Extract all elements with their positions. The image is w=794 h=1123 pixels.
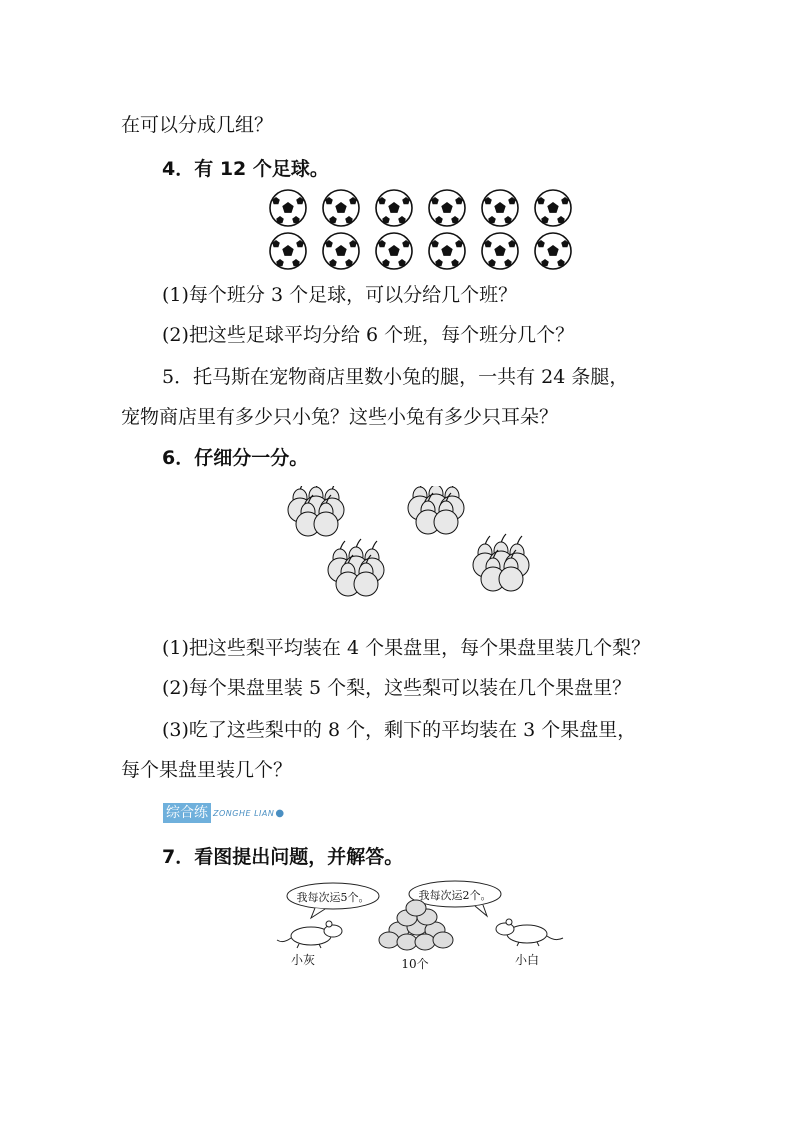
question-7-title: 7．看图提出问题，并解答。 — [162, 846, 404, 868]
footballs-illustration — [266, 188, 576, 272]
football-icon — [535, 190, 571, 226]
label-xiaobai: 小白 — [514, 953, 540, 967]
question-6-part-3-line-2: 每个果盘里装几个？ — [121, 759, 293, 781]
items-pile-icon — [379, 900, 453, 950]
mice-transport-illustration — [275, 880, 567, 972]
text-line-continuation: 在可以分成几组？ — [121, 114, 274, 136]
football-icon — [323, 233, 359, 269]
question-6-part-2: (2)每个果盘里装 5 个梨，这些梨可以装在几个果盘里？ — [162, 677, 632, 699]
football-icon — [376, 190, 412, 226]
speech-text-left: 我每次运5个。 — [296, 891, 370, 904]
pear-group — [408, 486, 464, 534]
question-4-part-2: (2)把这些足球平均分给 6 个班，每个班分几个？ — [162, 324, 575, 346]
football-icon — [270, 190, 306, 226]
question-6-part-3-line-1: (3)吃了这些梨中的 8 个，剩下的平均装在 3 个果盘里， — [162, 719, 637, 741]
question-5-line-2: 宠物商店里有多少只小兔？这些小兔有多少只耳朵？ — [121, 406, 559, 428]
question-6-part-1: (1)把这些梨平均装在 4 个果盘里，每个果盘里装几个梨？ — [162, 637, 651, 659]
pear-group — [288, 486, 344, 536]
mouse-left-icon — [277, 921, 342, 948]
label-ten-items: 10个 — [401, 957, 429, 971]
question-5-line-1: 5．托马斯在宠物商店里数小兔的腿，一共有 24 条腿， — [162, 366, 629, 388]
pears-illustration — [280, 486, 570, 616]
label-xiaohui: 小灰 — [290, 953, 316, 967]
mouse-right-icon — [496, 919, 563, 946]
football-icon — [482, 190, 518, 226]
speech-bubble-left — [287, 883, 379, 918]
football-icon — [482, 233, 518, 269]
speech-text-right: 我每次运2个。 — [418, 889, 492, 902]
football-icon — [429, 190, 465, 226]
football-icon — [429, 233, 465, 269]
droplet-icon: ● — [275, 807, 285, 819]
football-icon — [376, 233, 412, 269]
football-icon — [535, 233, 571, 269]
football-icon — [323, 190, 359, 226]
question-4-part-1: (1)每个班分 3 个足球，可以分给几个班？ — [162, 284, 518, 306]
section-badge — [163, 803, 284, 823]
section-badge-subtitle: ZONGHE LIAN — [213, 808, 275, 818]
pear-group — [328, 539, 384, 596]
pear-group — [473, 534, 529, 591]
question-4-title: 4．有 12 个足球。 — [162, 158, 329, 180]
section-badge-title: 综合练 — [163, 803, 211, 823]
question-6-title: 6．仔细分一分。 — [162, 447, 309, 469]
football-icon — [270, 233, 306, 269]
